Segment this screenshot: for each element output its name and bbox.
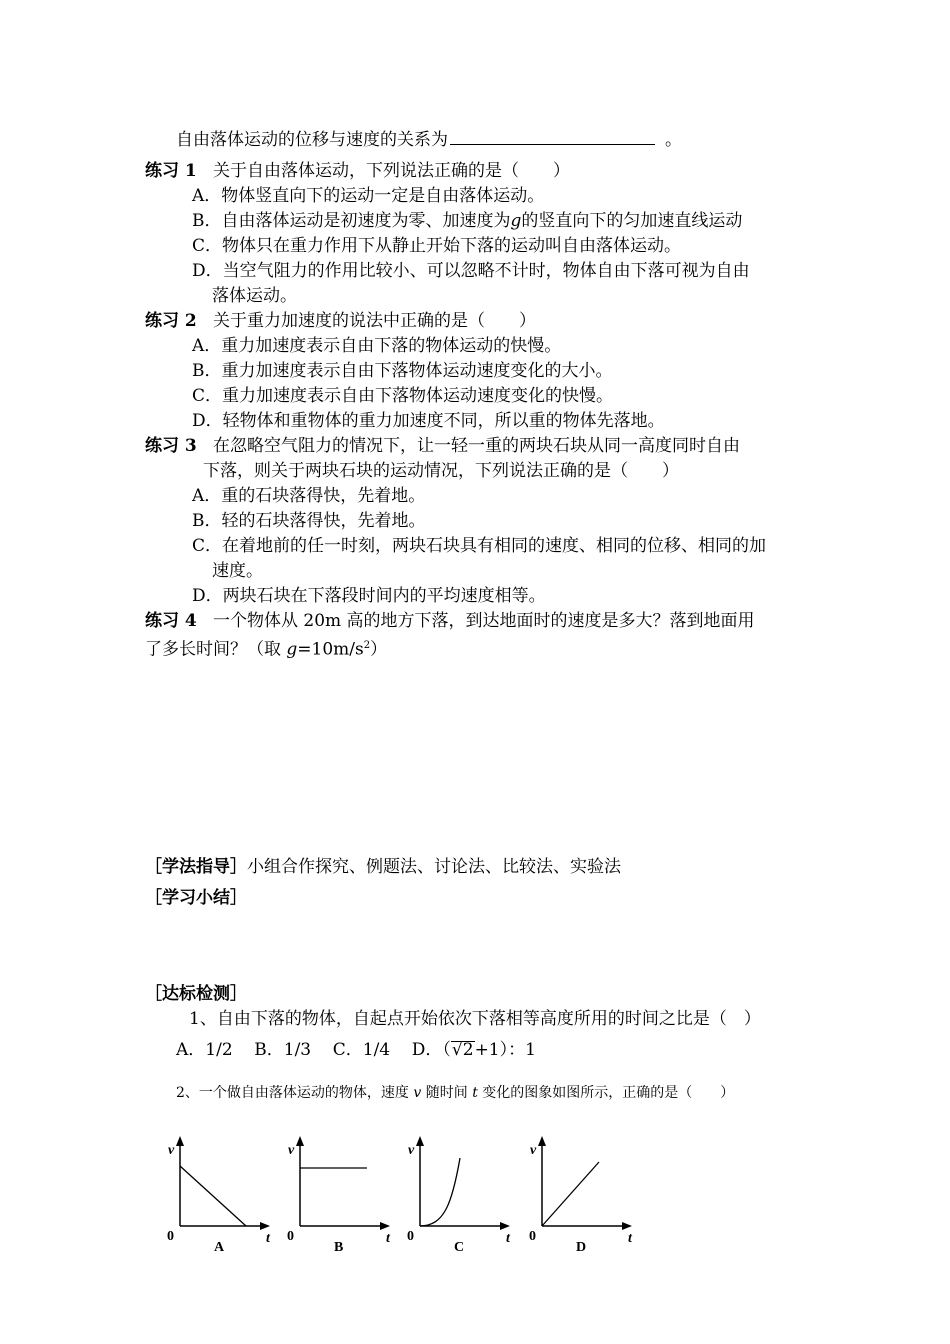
exercise-3-option-c-cont: 速度。: [212, 561, 263, 581]
exercise-1-option-d-cont: 落体运动。: [212, 286, 297, 306]
symbol-t: t: [472, 1085, 478, 1101]
option-c: C．1/4: [332, 1040, 391, 1060]
graph-b: [280, 1134, 400, 1259]
graph-b-y-label: v: [288, 1143, 295, 1158]
exercise-2-text: 关于重力加速度的说法中正确的是（ ）: [212, 311, 536, 331]
exercise-1-option-b: [192, 210, 742, 232]
graph-a-x-label: t: [266, 1231, 270, 1246]
graph-a-letter: A: [214, 1240, 225, 1255]
intro-end: 。: [665, 130, 682, 150]
graph-d-y-label: v: [530, 1143, 537, 1158]
exercise-2-option-b: B．重力加速度表示自由下落物体运动速度变化的大小。: [192, 361, 613, 381]
exercise-4-label: 练习 4: [145, 611, 197, 631]
exercise-4-text-end: ）: [370, 639, 388, 660]
summary-heading: ［学习小结］: [145, 888, 247, 908]
exercise-2-question: [145, 310, 536, 332]
exercise-1-label: 练习 1: [145, 161, 197, 181]
graph-c-curve: [420, 1158, 460, 1226]
test-question-1-options: [176, 1039, 536, 1061]
graph-c-y-label: v: [408, 1143, 415, 1158]
exercise-4-text: 一个物体从 20m 高的地方下落，到达地面时的速度是多大？落到地面用: [212, 611, 755, 631]
test-question-2: [176, 1082, 734, 1104]
exercise-3-question-cont: 下落，则关于两块石块的运动情况，下列说法正确的是（ ）: [203, 461, 679, 481]
test-question-1: 1、自由下落的物体，自起点开始依次下落相等高度所用的时间之比是（ ）: [189, 1009, 761, 1029]
graph-a-curve: [180, 1166, 246, 1226]
graph-d-letter: D: [576, 1240, 587, 1255]
exercise-2-option-c: C．重力加速度表示自由下落物体运动速度变化的快慢。: [192, 386, 614, 406]
exercise-4-question: [145, 610, 755, 632]
graph-d-curve: [542, 1162, 599, 1226]
intro-line: [176, 128, 682, 151]
test-heading: ［达标检测］: [145, 984, 247, 1004]
option-b-text-end: 的竖直向下的匀加速直线运动: [521, 211, 743, 231]
option-a: A．1/2: [176, 1040, 233, 1060]
symbol-v: v: [413, 1085, 422, 1101]
exercise-1-option-c: C．物体只在重力作用下从静止开始下落的运动叫自由落体运动。: [192, 236, 682, 256]
superscript-2: 2: [363, 640, 371, 651]
graph-c: [400, 1134, 520, 1259]
graph-d: [522, 1134, 642, 1259]
method-heading: ［学法指导］: [145, 857, 247, 877]
graph-d-origin: 0: [529, 1229, 536, 1244]
symbol-g: g: [510, 211, 522, 231]
exercise-1-question: [145, 160, 570, 182]
answer-blank[interactable]: [450, 128, 655, 145]
graph-b-origin: 0: [287, 1229, 294, 1244]
method-text: 小组合作探究、例题法、讨论法、比较法、实验法: [247, 857, 621, 877]
exercise-2-option-a: A．重力加速度表示自由下落的物体运动的快慢。: [192, 336, 562, 356]
option-d-end: +1）：1: [474, 1040, 536, 1060]
question-2-text: 2、一个做自由落体运动的物体，速度: [176, 1085, 414, 1101]
exercise-3-option-b: B．轻的石块落得快，先着地。: [192, 511, 426, 531]
question-2-text-end: 变化的图象如图所示，正确的是（ ）: [477, 1085, 735, 1101]
graph-a: [160, 1134, 280, 1259]
option-b: B．1/3: [254, 1040, 312, 1060]
sqrt-value: 2: [462, 1040, 474, 1060]
question-2-text-mid: 随时间: [421, 1085, 473, 1101]
gravity-value: =10m/s: [297, 639, 364, 660]
graph-b-letter: B: [334, 1240, 344, 1255]
graph-a-origin: 0: [167, 1229, 174, 1244]
graph-c-x-label: t: [506, 1231, 510, 1246]
graph-a-y-label: v: [168, 1143, 175, 1158]
method-line: [145, 856, 621, 878]
exercise-4-text-cont: 了多长时间？（取: [145, 639, 287, 660]
exercise-3-label: 练习 3: [145, 436, 197, 456]
exercise-4-question-cont: [145, 635, 387, 661]
exercise-1-option-d: D．当空气阻力的作用比较小、可以忽略不计时，物体自由下落可视为自由: [192, 261, 750, 281]
option-d: D．（: [411, 1040, 451, 1060]
exercise-1-option-a: A．物体竖直向下的运动一定是自由落体运动。: [192, 186, 545, 206]
graph-d-x-label: t: [628, 1231, 632, 1246]
exercise-1-text: 关于自由落体运动，下列说法正确的是（ ）: [212, 161, 570, 181]
sqrt-symbol: √2: [451, 1040, 474, 1060]
exercise-2-option-d: D．轻物体和重物体的重力加速度不同，所以重的物体先落地。: [192, 411, 665, 431]
option-b-text: B．自由落体运动是初速度为零、加速度为: [192, 211, 511, 231]
graph-c-letter: C: [454, 1240, 465, 1255]
graph-c-origin: 0: [407, 1229, 414, 1244]
exercise-2-label: 练习 2: [145, 311, 197, 331]
exercise-3-option-c: C．在着地前的任一时刻，两块石块具有相同的速度、相同的位移、相同的加: [192, 536, 767, 556]
exercise-3-option-d: D．两块石块在下落段时间内的平均速度相等。: [192, 586, 546, 606]
graph-b-x-label: t: [386, 1231, 390, 1246]
exercise-3-question: [145, 435, 740, 457]
exercise-3-text: 在忽略空气阻力的情况下，让一轻一重的两块石块从同一高度同时自由: [212, 436, 740, 456]
intro-text: 自由落体运动的位移与速度的关系为: [176, 130, 448, 150]
exercise-3-option-a: A．重的石块落得快，先着地。: [192, 486, 426, 506]
symbol-g: g: [286, 639, 298, 660]
